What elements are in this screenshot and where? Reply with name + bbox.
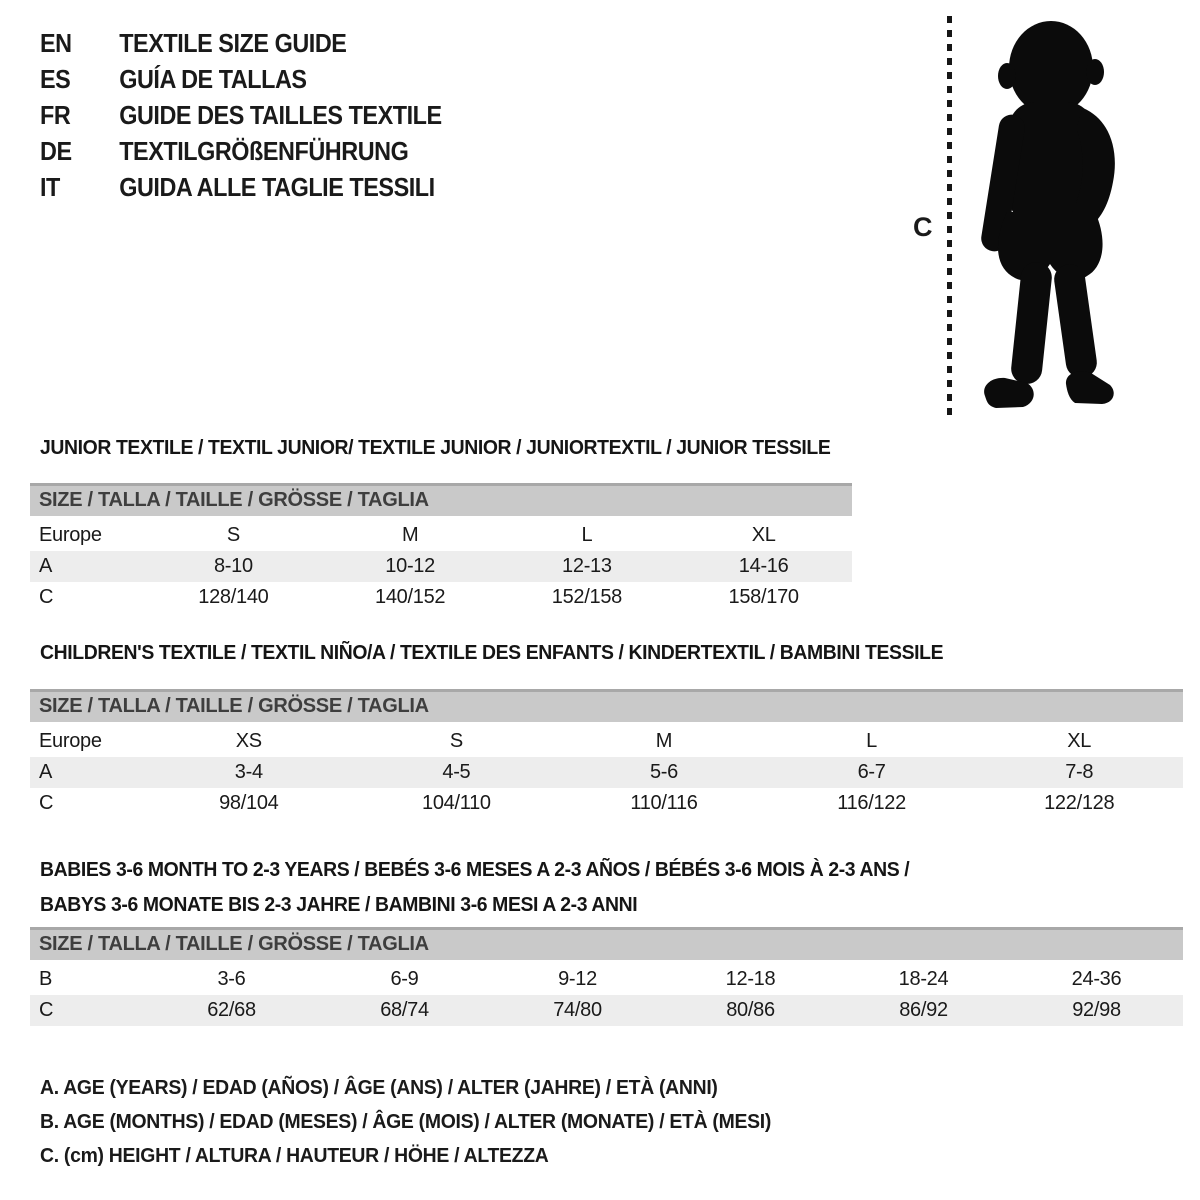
table-cell: 14-16 (738, 555, 789, 577)
children-size-table (30, 689, 1183, 819)
height-measure-label: C (913, 212, 933, 242)
table-cell: S (226, 524, 240, 546)
lang-code: EN (40, 28, 72, 58)
row-label: Europe (39, 524, 102, 546)
toddler-silhouette (963, 12, 1139, 418)
table-row-europe (30, 726, 1183, 757)
section-title-babies (40, 853, 909, 923)
babies-size-table (30, 927, 1183, 1026)
table-cell: XL (751, 524, 776, 546)
lang-title: TEXTILGRÖßENFÜHRUNG (119, 136, 409, 166)
table-cell: 12-18 (725, 968, 776, 990)
row-label: C (39, 999, 54, 1021)
table-cell: XS (235, 730, 262, 752)
table-cell: 7-8 (1065, 761, 1094, 783)
table-cell: 6-7 (857, 761, 886, 783)
table-row-height (30, 582, 852, 613)
legend-notes (40, 1071, 794, 1173)
lang-code: DE (40, 136, 72, 166)
table-cell: 5-6 (649, 761, 678, 783)
row-label: A (39, 761, 53, 783)
lang-title: GUIDA ALLE TAGLIE TESSILI (119, 172, 435, 202)
table-cell: 9-12 (558, 968, 597, 990)
note-age-months: B. AGE (MONTHS) / EDAD (MESES) / ÂGE (MOIS) / ALTER (MONATE) / ETÀ (MESI) (40, 1111, 772, 1133)
lang-title: GUÍA DE TALLAS (119, 64, 307, 94)
table-cell: 158/170 (728, 586, 799, 608)
lang-code: ES (40, 64, 71, 94)
table-cell: L (581, 524, 593, 546)
table-row-age (30, 757, 1183, 788)
table-row-age-months (30, 964, 1183, 995)
row-label: C (39, 792, 54, 814)
table-cell: 8-10 (213, 555, 253, 577)
table-cell: 62/68 (207, 999, 256, 1021)
table-cell: 116/122 (837, 792, 906, 814)
table-cell: 12-13 (562, 555, 612, 577)
table-cell: 6-9 (390, 968, 419, 990)
table-cell: 10-12 (385, 555, 435, 577)
table-cell: 80/86 (726, 999, 775, 1021)
lang-row-fr (40, 97, 442, 133)
section-title-children: CHILDREN'S TEXTILE / TEXTIL NIÑO/A / TEXTILE DES ENFANTS / KINDERTEXTIL / BAMBINI TESSILE (40, 642, 944, 664)
babies-title-line2: BABYS 3-6 MONATE BIS 2-3 JAHRE / BAMBINI 3-6 MESI A 2-3 ANNI (40, 894, 638, 916)
table-cell: 104/110 (422, 792, 491, 814)
table-cell: XL (1067, 730, 1092, 752)
lang-row-de (40, 133, 442, 169)
language-title-list (40, 25, 486, 205)
table-cell: 98/104 (219, 792, 279, 814)
table-row-europe (30, 520, 852, 551)
lang-code: FR (40, 100, 71, 130)
table-cell: 3-6 (217, 968, 246, 990)
lang-code: IT (40, 172, 60, 202)
row-label: Europe (39, 730, 102, 752)
table-cell: 128/140 (198, 586, 269, 608)
row-label: A (39, 555, 53, 577)
note-age-years: A. AGE (YEARS) / EDAD (AÑOS) / ÂGE (ANS) / ALTER (JAHRE) / ETÀ (ANNI) (40, 1077, 718, 1099)
table-cell: M (655, 730, 673, 752)
table-row-height (30, 995, 1183, 1026)
table-cell: 92/98 (1072, 999, 1121, 1021)
note-height-cm: C. (cm) HEIGHT / ALTURA / HAUTEUR / HÖHE / ALTEZZA (40, 1145, 549, 1167)
table-cell: 122/128 (1044, 792, 1115, 814)
table-row-age (30, 551, 852, 582)
table-cell: M (401, 524, 419, 546)
size-header-bar: SIZE / TALLA / TAILLE / GRÖSSE / TAGLIA (30, 483, 852, 516)
row-label: C (39, 586, 54, 608)
junior-size-table (30, 483, 852, 613)
table-cell: 24-36 (1071, 968, 1122, 990)
table-cell: 140/152 (375, 586, 446, 608)
size-header-bar: SIZE / TALLA / TAILLE / GRÖSSE / TAGLIA (30, 689, 1183, 722)
lang-row-en (40, 25, 442, 61)
table-cell: 110/116 (630, 792, 698, 814)
table-cell: L (866, 730, 877, 752)
table-cell: 4-5 (442, 761, 471, 783)
height-measure-dashed-line (947, 16, 952, 416)
size-header-bar: SIZE / TALLA / TAILLE / GRÖSSE / TAGLIA (30, 927, 1183, 960)
lang-row-es (40, 61, 442, 97)
babies-title-line1: BABIES 3-6 MONTH TO 2-3 YEARS / BEBÉS 3-6 MESES A 2-3 AÑOS / BÉBÉS 3-6 MOIS À 2-3 ANS / (40, 859, 910, 881)
table-cell: 74/80 (553, 999, 602, 1021)
lang-title: GUIDE DES TAILLES TEXTILE (119, 100, 442, 130)
table-cell: S (449, 730, 463, 752)
lang-title: TEXTILE SIZE GUIDE (119, 28, 347, 58)
lang-row-it (40, 169, 442, 205)
table-row-height (30, 788, 1183, 819)
table-cell: 3-4 (234, 761, 263, 783)
table-cell: 86/92 (899, 999, 948, 1021)
table-cell: 152/158 (551, 586, 622, 608)
table-cell: 68/74 (380, 999, 429, 1021)
section-title-junior: JUNIOR TEXTILE / TEXTIL JUNIOR/ TEXTILE JUNIOR / JUNIORTEXTIL / JUNIOR TESSILE (40, 437, 831, 459)
table-cell: 18-24 (898, 968, 949, 990)
row-label: B (39, 968, 53, 990)
